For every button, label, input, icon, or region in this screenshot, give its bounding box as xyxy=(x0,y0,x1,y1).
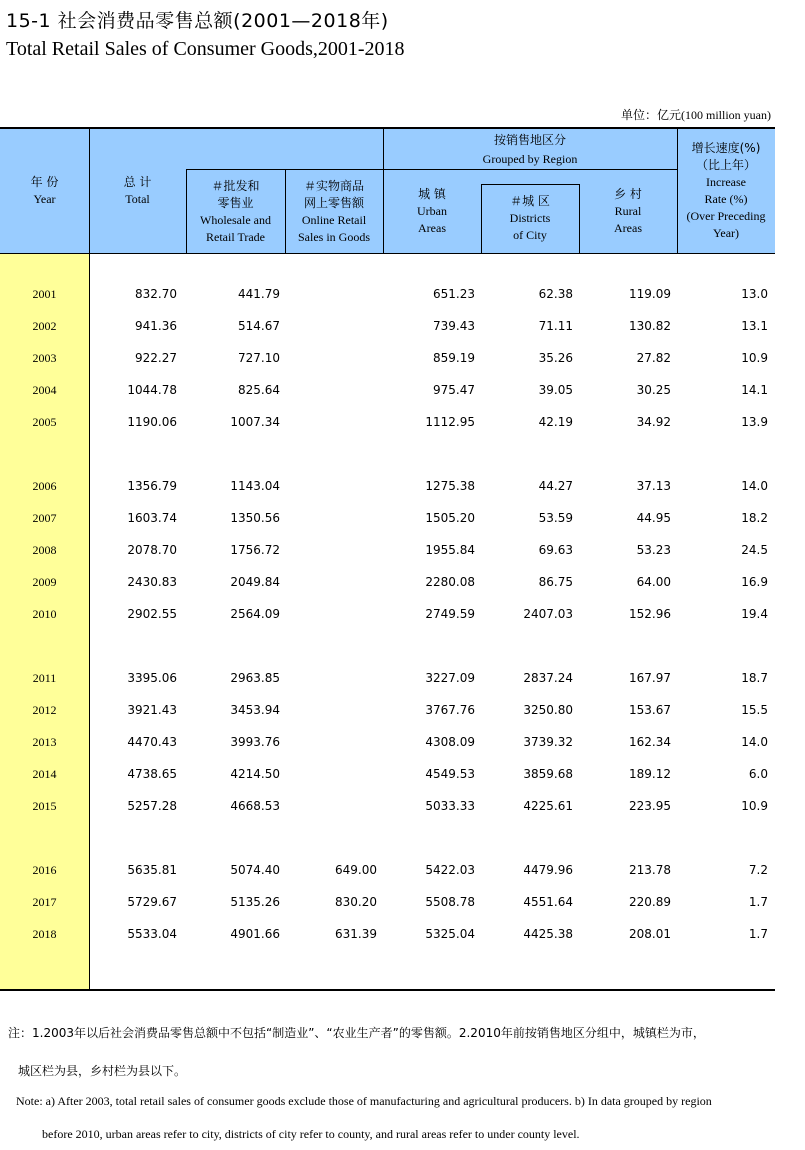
header-rural: 乡 村 Rural Areas xyxy=(614,187,642,235)
table-row xyxy=(0,509,775,527)
cell-year: 2010 xyxy=(32,607,57,621)
cell-districts: 39.05 xyxy=(538,383,573,397)
note-cn-2: 城区栏为县，乡村栏为县以下。 xyxy=(18,1064,187,1078)
cell-districts: 62.38 xyxy=(538,287,573,301)
cell-rate: 13.1 xyxy=(741,319,768,333)
header-urban: 城 镇 Urban Areas xyxy=(417,187,447,235)
table-row xyxy=(0,477,775,495)
cell-districts: 71.11 xyxy=(538,319,573,333)
cell-districts: 35.26 xyxy=(538,351,573,365)
cell-wholesale: 4901.66 xyxy=(230,927,280,941)
cell-online: 649.00 xyxy=(335,863,377,877)
table-top-rule xyxy=(0,127,775,129)
cell-urban: 1275.38 xyxy=(425,479,475,493)
cell-total: 4738.65 xyxy=(127,767,177,781)
cell-rural: 152.96 xyxy=(629,607,671,621)
cell-total: 2078.70 xyxy=(127,543,177,557)
cell-rural: 130.82 xyxy=(629,319,671,333)
cell-total: 5533.04 xyxy=(127,927,177,941)
header-wholesale: ＃批发和 零售业 Wholesale and Retail Trade xyxy=(200,179,271,244)
cell-year: 2002 xyxy=(32,319,57,333)
cell-urban: 1112.95 xyxy=(425,415,475,429)
cell-rate: 14.1 xyxy=(741,383,768,397)
cell-wholesale: 5135.26 xyxy=(230,895,280,909)
cell-rate: 18.2 xyxy=(741,511,768,525)
cell-districts: 3739.32 xyxy=(523,735,573,749)
cell-wholesale: 4214.50 xyxy=(230,767,280,781)
cell-wholesale: 5074.40 xyxy=(230,863,280,877)
cell-urban: 859.19 xyxy=(433,351,475,365)
table-row xyxy=(0,317,775,335)
cell-rate: 15.5 xyxy=(741,703,768,717)
cell-rural: 213.78 xyxy=(629,863,671,877)
cell-rural: 119.09 xyxy=(629,287,671,301)
header-total: 总 计 Total xyxy=(123,175,152,206)
cell-total: 2430.83 xyxy=(127,575,177,589)
table-row xyxy=(0,605,775,623)
cell-wholesale: 4668.53 xyxy=(230,799,280,813)
cell-rural: 27.82 xyxy=(636,351,671,365)
cell-urban: 5422.03 xyxy=(425,863,475,877)
cell-total: 5729.67 xyxy=(127,895,177,909)
cell-total: 5635.81 xyxy=(127,863,177,877)
cell-districts: 4425.38 xyxy=(523,927,573,941)
cell-urban: 975.47 xyxy=(433,383,475,397)
table-bottom-rule xyxy=(0,989,775,991)
header-online: ＃实物商品 网上零售额 Online Retail Sales in Goods xyxy=(298,179,370,244)
cell-urban: 739.43 xyxy=(433,319,475,333)
cell-year: 2012 xyxy=(32,703,57,717)
cell-total: 3921.43 xyxy=(127,703,177,717)
table-row xyxy=(0,861,775,879)
cell-total: 922.27 xyxy=(135,351,177,365)
cell-rural: 167.97 xyxy=(629,671,671,685)
cell-year: 2008 xyxy=(32,543,57,557)
cell-year: 2017 xyxy=(32,895,57,909)
note-en-1: Note: a) After 2003, total retail sales of consumer goods exclude those of manufacturing and agricultural producers. b) In data grouped by region xyxy=(16,1094,712,1108)
cell-year: 2015 xyxy=(32,799,57,813)
cell-rate: 13.9 xyxy=(741,415,768,429)
cell-total: 1190.06 xyxy=(127,415,177,429)
cell-rate: 1.7 xyxy=(748,927,768,941)
cell-urban: 5033.33 xyxy=(425,799,475,813)
cell-urban: 1505.20 xyxy=(425,511,475,525)
cell-districts: 4551.64 xyxy=(523,895,573,909)
cell-rate: 19.4 xyxy=(741,607,768,621)
cell-rural: 37.13 xyxy=(636,479,671,493)
cell-total: 1603.74 xyxy=(127,511,177,525)
cell-rural: 223.95 xyxy=(629,799,671,813)
cell-rural: 208.01 xyxy=(629,927,671,941)
cell-year: 2005 xyxy=(32,415,57,429)
cell-rural: 153.67 xyxy=(629,703,671,717)
cell-districts: 44.27 xyxy=(538,479,573,493)
cell-rural: 30.25 xyxy=(636,383,671,397)
cell-rate: 1.7 xyxy=(748,895,768,909)
cell-year: 2013 xyxy=(32,735,57,749)
cell-online: 830.20 xyxy=(335,895,377,909)
cell-rate: 6.0 xyxy=(748,767,768,781)
cell-urban: 1955.84 xyxy=(425,543,475,557)
cell-urban: 2280.08 xyxy=(425,575,475,589)
table-row xyxy=(0,541,775,559)
page-title-cn: 15-1 社会消费品零售总额(2001—2018年) xyxy=(6,10,389,32)
cell-wholesale: 1756.72 xyxy=(230,543,280,557)
cell-rate: 24.5 xyxy=(741,543,768,557)
cell-wholesale: 2049.84 xyxy=(230,575,280,589)
cell-rate: 7.2 xyxy=(748,863,768,877)
cell-wholesale: 727.10 xyxy=(238,351,280,365)
cell-rate: 10.9 xyxy=(741,799,768,813)
cell-wholesale: 441.79 xyxy=(238,287,280,301)
cell-wholesale: 1143.04 xyxy=(230,479,280,493)
cell-year: 2016 xyxy=(32,863,57,877)
cell-rate: 13.0 xyxy=(741,287,768,301)
cell-total: 1044.78 xyxy=(127,383,177,397)
table-row xyxy=(0,765,775,783)
cell-wholesale: 3453.94 xyxy=(230,703,280,717)
cell-total: 3395.06 xyxy=(127,671,177,685)
note-en-2: before 2010, urban areas refer to city, districts of city refer to county, and rural areas refer to under county level. xyxy=(42,1127,580,1141)
cell-urban: 651.23 xyxy=(433,287,475,301)
cell-total: 2902.55 xyxy=(127,607,177,621)
cell-year: 2004 xyxy=(32,383,57,397)
cell-year: 2014 xyxy=(32,767,57,781)
cell-total: 4470.43 xyxy=(127,735,177,749)
unit-cn: 单位：亿元 xyxy=(620,108,681,122)
cell-year: 2009 xyxy=(32,575,57,589)
cell-wholesale: 514.67 xyxy=(238,319,280,333)
cell-urban: 4549.53 xyxy=(425,767,475,781)
cell-urban: 3767.76 xyxy=(425,703,475,717)
cell-rural: 220.89 xyxy=(629,895,671,909)
cell-urban: 3227.09 xyxy=(425,671,475,685)
table-row xyxy=(0,669,775,687)
header-districts: ＃城 区 Districts of City xyxy=(509,194,551,242)
cell-year: 2018 xyxy=(32,927,57,941)
table-row xyxy=(0,797,775,815)
cell-wholesale: 825.64 xyxy=(238,383,280,397)
cell-year: 2001 xyxy=(32,287,57,301)
cell-districts: 86.75 xyxy=(538,575,573,589)
cell-rate: 16.9 xyxy=(741,575,768,589)
cell-total: 941.36 xyxy=(135,319,177,333)
cell-districts: 69.63 xyxy=(538,543,573,557)
table-row xyxy=(0,413,775,431)
cell-online: 631.39 xyxy=(335,927,377,941)
table-row xyxy=(0,733,775,751)
cell-districts: 3250.80 xyxy=(523,703,573,717)
cell-rural: 34.92 xyxy=(636,415,671,429)
data-table xyxy=(0,127,775,990)
header-year: 年 份 Year xyxy=(30,175,59,206)
cell-rural: 53.23 xyxy=(636,543,671,557)
region-subrule xyxy=(383,169,677,170)
cell-urban: 4308.09 xyxy=(425,735,475,749)
cell-urban: 2749.59 xyxy=(425,607,475,621)
cell-rural: 64.00 xyxy=(636,575,671,589)
cell-total: 1356.79 xyxy=(127,479,177,493)
note-cn-1: 注：1.2003年以后社会消费品零售总额中不包括“制造业”、“农业生产者”的零售额。2.2010年前按销售地区分组中，城镇栏为市， xyxy=(8,1026,705,1040)
cell-districts: 4479.96 xyxy=(523,863,573,877)
cell-districts: 3859.68 xyxy=(523,767,573,781)
cell-wholesale: 1350.56 xyxy=(230,511,280,525)
cell-wholesale: 1007.34 xyxy=(230,415,280,429)
cell-districts: 53.59 xyxy=(538,511,573,525)
cell-year: 2006 xyxy=(32,479,57,493)
cell-districts: 2837.24 xyxy=(523,671,573,685)
cell-total: 5257.28 xyxy=(127,799,177,813)
table-row xyxy=(0,381,775,399)
table-row xyxy=(0,893,775,911)
cell-rate: 14.0 xyxy=(741,735,768,749)
header-region: 按销售地区分 Grouped by Region xyxy=(482,133,578,166)
header-bottom-rule xyxy=(0,253,775,254)
cell-total: 832.70 xyxy=(135,287,177,301)
cell-year: 2011 xyxy=(32,671,57,685)
table-row xyxy=(0,285,775,303)
table-row xyxy=(0,925,775,943)
unit-en: (100 million yuan) xyxy=(681,108,771,122)
cell-rural: 162.34 xyxy=(629,735,671,749)
page-title-en: Total Retail Sales of Consumer Goods,2001-2018 xyxy=(6,38,405,60)
cell-wholesale: 2963.85 xyxy=(230,671,280,685)
districts-subrule xyxy=(481,184,579,185)
cell-year: 2003 xyxy=(32,351,57,365)
cell-wholesale: 3993.76 xyxy=(230,735,280,749)
cell-districts: 4225.61 xyxy=(523,799,573,813)
header-rate: 增长速度(%) （比上年） Increase Rate (%) (Over Preceding Year) xyxy=(686,141,766,240)
table-row xyxy=(0,349,775,367)
table-row xyxy=(0,701,775,719)
cell-districts: 42.19 xyxy=(538,415,573,429)
cell-rate: 18.7 xyxy=(741,671,768,685)
cell-rate: 14.0 xyxy=(741,479,768,493)
cell-wholesale: 2564.09 xyxy=(230,607,280,621)
cell-urban: 5508.78 xyxy=(425,895,475,909)
cell-rural: 44.95 xyxy=(636,511,671,525)
cell-rural: 189.12 xyxy=(629,767,671,781)
cell-districts: 2407.03 xyxy=(523,607,573,621)
table-row xyxy=(0,573,775,591)
cell-rate: 10.9 xyxy=(741,351,768,365)
cell-urban: 5325.04 xyxy=(425,927,475,941)
cell-year: 2007 xyxy=(32,511,57,525)
unit-label xyxy=(621,106,771,123)
